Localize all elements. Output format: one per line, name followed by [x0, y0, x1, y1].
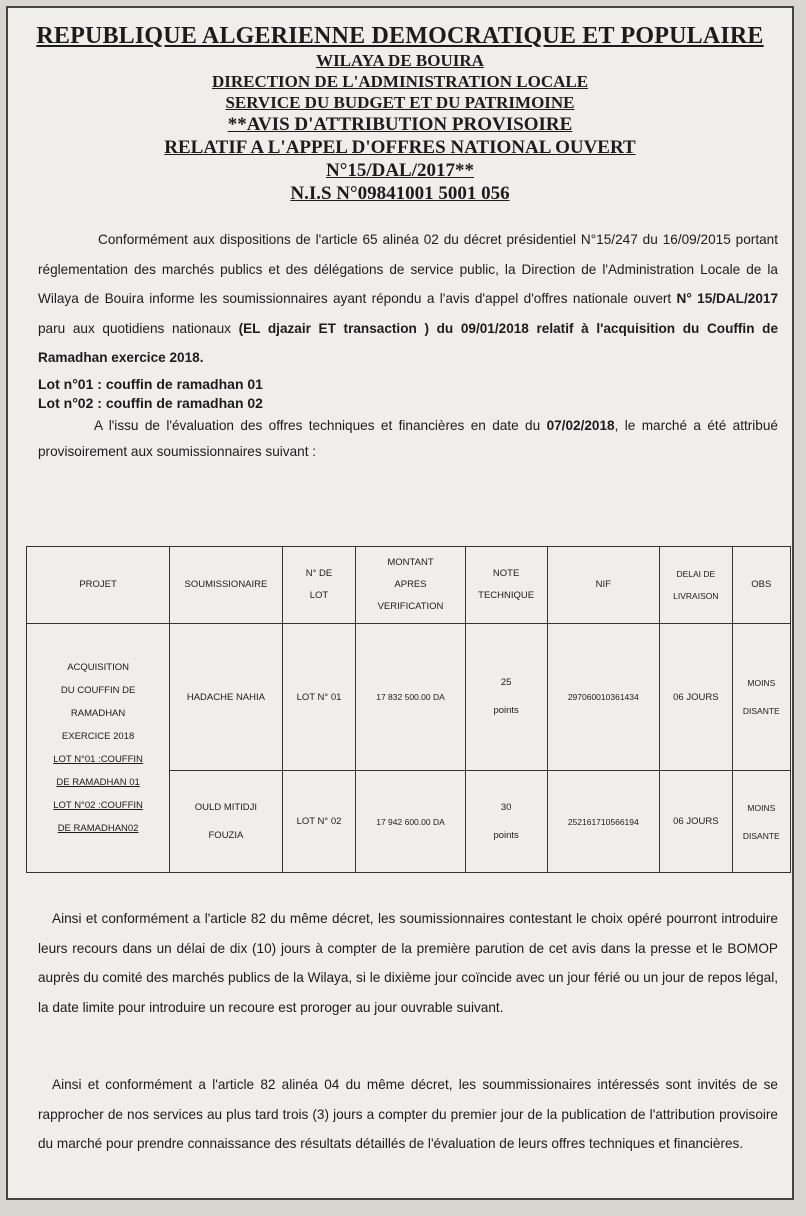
delai-cell: 06 JOURS: [660, 771, 733, 873]
projet-cell: ACQUISITION DU COUFFIN DE RAMADHAN EXERCICE 2018 LOT N°01 :COUFFIN DE RAMADHAN 01 LOT N°02 :COUFFIN DE RAMADHAN02: [27, 624, 170, 873]
montant-cell: 17 832 500.00 DA: [356, 624, 465, 771]
table-header-row: [27, 547, 791, 624]
lot-1: Lot n°01 : couffin de ramadhan 01: [38, 375, 263, 392]
obs-cell: MOINS DISANTE: [732, 624, 790, 771]
nis-number: N.I.S N°09841001 5001 056: [290, 183, 510, 204]
header-soumissionaire: SOUMISSIONAIRE: [170, 547, 283, 624]
intro-publication: (EL djazair ET transaction ) du 09/01/2018 relatif à l'acquisition du Couffin de Ramadhan exercice 2018.: [38, 320, 779, 365]
direction-name: DIRECTION DE L'ADMINISTRATION LOCALE: [211, 72, 589, 91]
obs-cell: MOINS DISANTE: [732, 771, 790, 873]
header-montant: MONTANT APRES VERIFICATION: [356, 547, 465, 624]
header-projet: PROJET: [27, 547, 170, 624]
award-table: [26, 546, 791, 873]
delai-cell: 06 JOURS: [660, 624, 733, 771]
tender-number: N°15/DAL/2017**: [326, 160, 474, 181]
header-note: NOTE TECHNIQUE: [465, 547, 547, 624]
service-name: SERVICE DU BUDGET ET DU PATRIMOINE: [225, 93, 575, 112]
note-cell: 25 points: [465, 624, 547, 771]
table-row: [27, 624, 791, 771]
note-cell: 30 points: [465, 771, 547, 873]
lot-cell: LOT N° 01: [282, 624, 356, 771]
notice-page: [6, 6, 794, 1200]
recours-paragraph: Ainsi et conformément a l'article 82 du même décret, les soumissionnaires contestant le choix opéré pourront introduire leurs recours dans un délai de dix (10) jours à compter de la première parution de cet avis dans la presse et le BOMOP auprès du comité des marchés publics de la Wilaya, si le dixième jour coïncide avec un jour férié ou un jour de repos légal, la date limite pour introduire un recoure est proroger au jour ouvrable suivant.: [38, 911, 778, 1015]
notice-subtitle: RELATIF A L'APPEL D'OFFRES NATIONAL OUVERT: [164, 137, 636, 158]
evaluation-date: 07/02/2018: [546, 417, 615, 433]
evaluation-text-2: , le marché a été attribué provisoirement aux soumissionnaires suivant :: [38, 417, 778, 459]
header-delai: DELAI DE LIVRAISON: [660, 547, 733, 624]
republic-title: REPUBLIQUE ALGERIENNE DEMOCRATIQUE ET POPULAIRE: [36, 23, 764, 49]
intro-text-1: Conformément aux dispositions de l'article 65 alinéa 02 du décret présidentiel N°15/247 du 16/09/2015 portant réglementation des marchés publics et des délégations de service public, la Direction de l'Administration Locale de la Wilaya de Bouira informe les soumissionnaires ayant répondu a l'avis d'appel d'offres nationale ouvert: [38, 232, 778, 306]
montant-cell: 17 942 600.00 DA: [356, 771, 465, 873]
intro-tender-ref: N° 15/DAL/2017: [676, 291, 778, 306]
notice-header: [8, 8, 792, 205]
header-nif: NIF: [547, 547, 660, 624]
header-obs: OBS: [732, 547, 790, 624]
nif-cell: 252161710566194: [547, 771, 660, 873]
evaluation-paragraph: [8, 413, 792, 465]
soumissionaire-cell: OULD MITIDJI FOUZIA: [170, 771, 283, 873]
nif-cell: 297060010361434: [547, 624, 660, 771]
lot-2: Lot n°02 : couffin de ramadhan 02: [38, 394, 263, 411]
header-lot: N° DE LOT: [282, 547, 356, 624]
soumissionaire-cell: HADACHE NAHIA: [170, 624, 283, 771]
intro-text-2: paru aux quotidiens nationaux: [38, 320, 239, 336]
lot-cell: LOT N° 02: [282, 771, 356, 873]
evaluation-text-1: A l'issu de l'évaluation des offres techniques et financières en date du: [94, 417, 547, 433]
intro-paragraph: [8, 225, 792, 373]
consultation-paragraph: Ainsi et conformément a l'article 82 alinéa 04 du même décret, les soummissionaires intéressés sont invités de se rapprocher de nos services au plus tard trois (3) jours a compter du premier jour de la publication de l'attribution provisoire du marché pour prendre connaissance des résultats détaillés de l'évaluation de leurs offres techniques et financières.: [38, 1077, 778, 1151]
notice-title: **AVIS D'ATTRIBUTION PROVISOIRE: [227, 114, 573, 135]
lots-list: [8, 375, 792, 413]
wilaya-name: WILAYA DE BOUIRA: [316, 51, 484, 70]
